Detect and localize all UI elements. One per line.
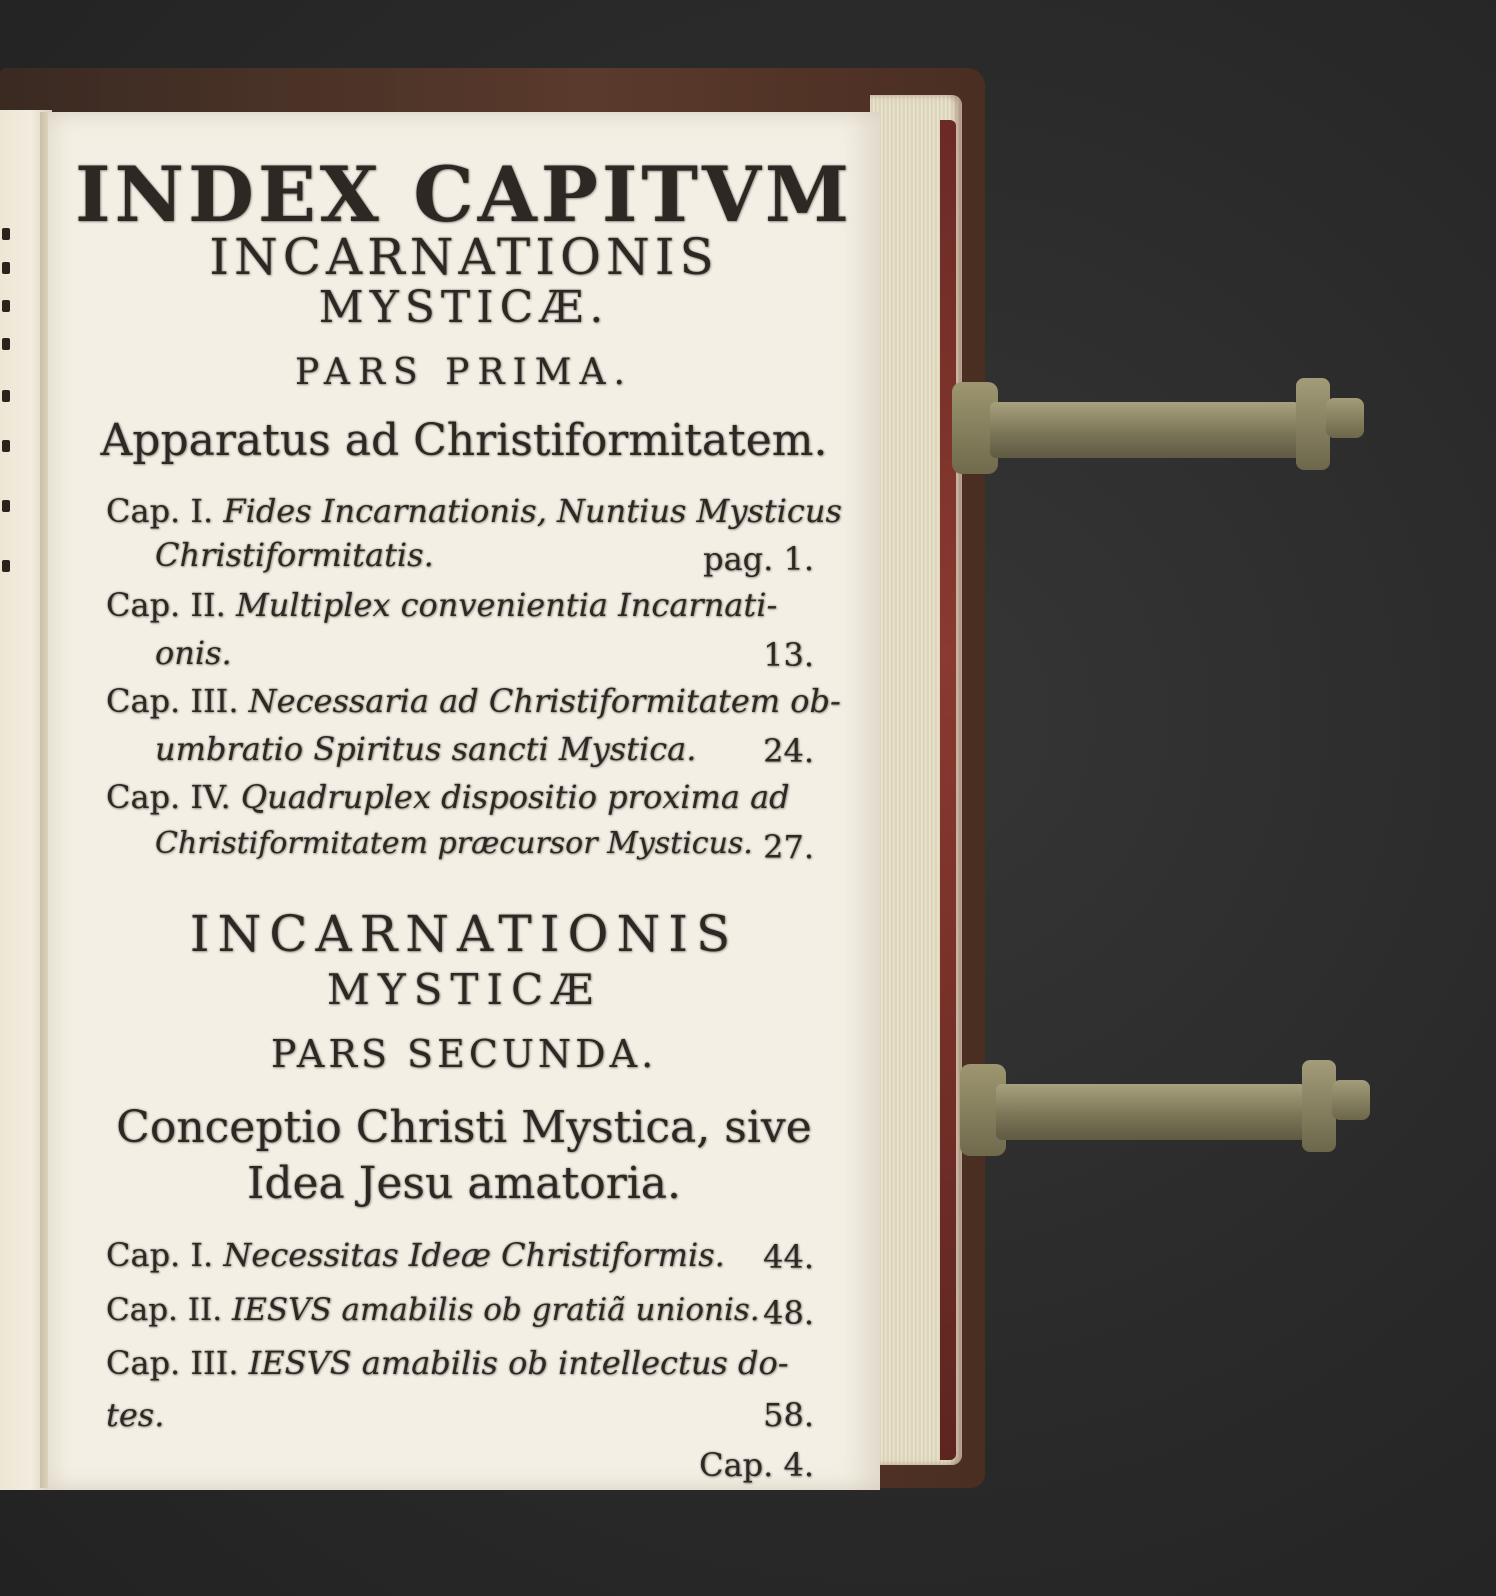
list-item-cont: tes. [106, 1396, 165, 1434]
page-number: 44. [763, 1238, 814, 1276]
list-item: Cap. II. Multiplex convenientia Incarnati- [106, 586, 778, 624]
page-number: 13. [763, 636, 814, 674]
list-item-cont: umbratio Spiritus sancti Mystica. [155, 730, 697, 768]
part2-title-2: MYSTICÆ [326, 965, 602, 1014]
list-item-cont: onis. [155, 634, 232, 672]
page-number: 24. [763, 732, 814, 770]
list-item-cont: Christiformitatem præcursor Mysticus. [155, 826, 753, 861]
page-number: pag. 1. [703, 540, 814, 578]
part2-subtitle: Conceptio Christi Mystica, sive [116, 1102, 812, 1153]
part2-title: INCARNATIONIS [189, 905, 739, 963]
list-item: Cap. III. Necessaria ad Christiformitatem ob- [106, 682, 841, 720]
part2-subtitle-2: Idea Jesu amatoria. [246, 1158, 682, 1209]
index-title: INDEX CAPITVM [74, 150, 854, 239]
part1-heading: PARS PRIMA. [295, 352, 633, 393]
list-item: Cap. II. IESVS amabilis ob gratiã unionis. [106, 1292, 760, 1328]
part2-heading: PARS SECUNDA. [270, 1032, 658, 1076]
part1-subtitle: Apparatus ad Christiformitatem. [100, 415, 828, 466]
index-subtitle-2: MYSTICÆ. [318, 282, 610, 333]
list-item: Cap. IV. Quadruplex dispositio proxima ad [106, 778, 790, 816]
page-number: 27. [763, 828, 814, 866]
page-number: 58. [763, 1396, 814, 1434]
list-item: Cap. III. IESVS amabilis ob intellectus do- [106, 1344, 789, 1382]
page-number: 48. [763, 1294, 814, 1332]
list-item: Cap. I. Fides Incarnationis, Nuntius Mysticus [106, 492, 842, 530]
list-item-cont: Christiformitatis. [155, 536, 434, 574]
list-item: Cap. I. Necessitas Ideæ Christiformis. [106, 1236, 725, 1274]
index-subtitle: INCARNATIONIS [209, 228, 719, 286]
catchword: Cap. 4. [699, 1446, 814, 1484]
red-page-edge [940, 120, 956, 1460]
